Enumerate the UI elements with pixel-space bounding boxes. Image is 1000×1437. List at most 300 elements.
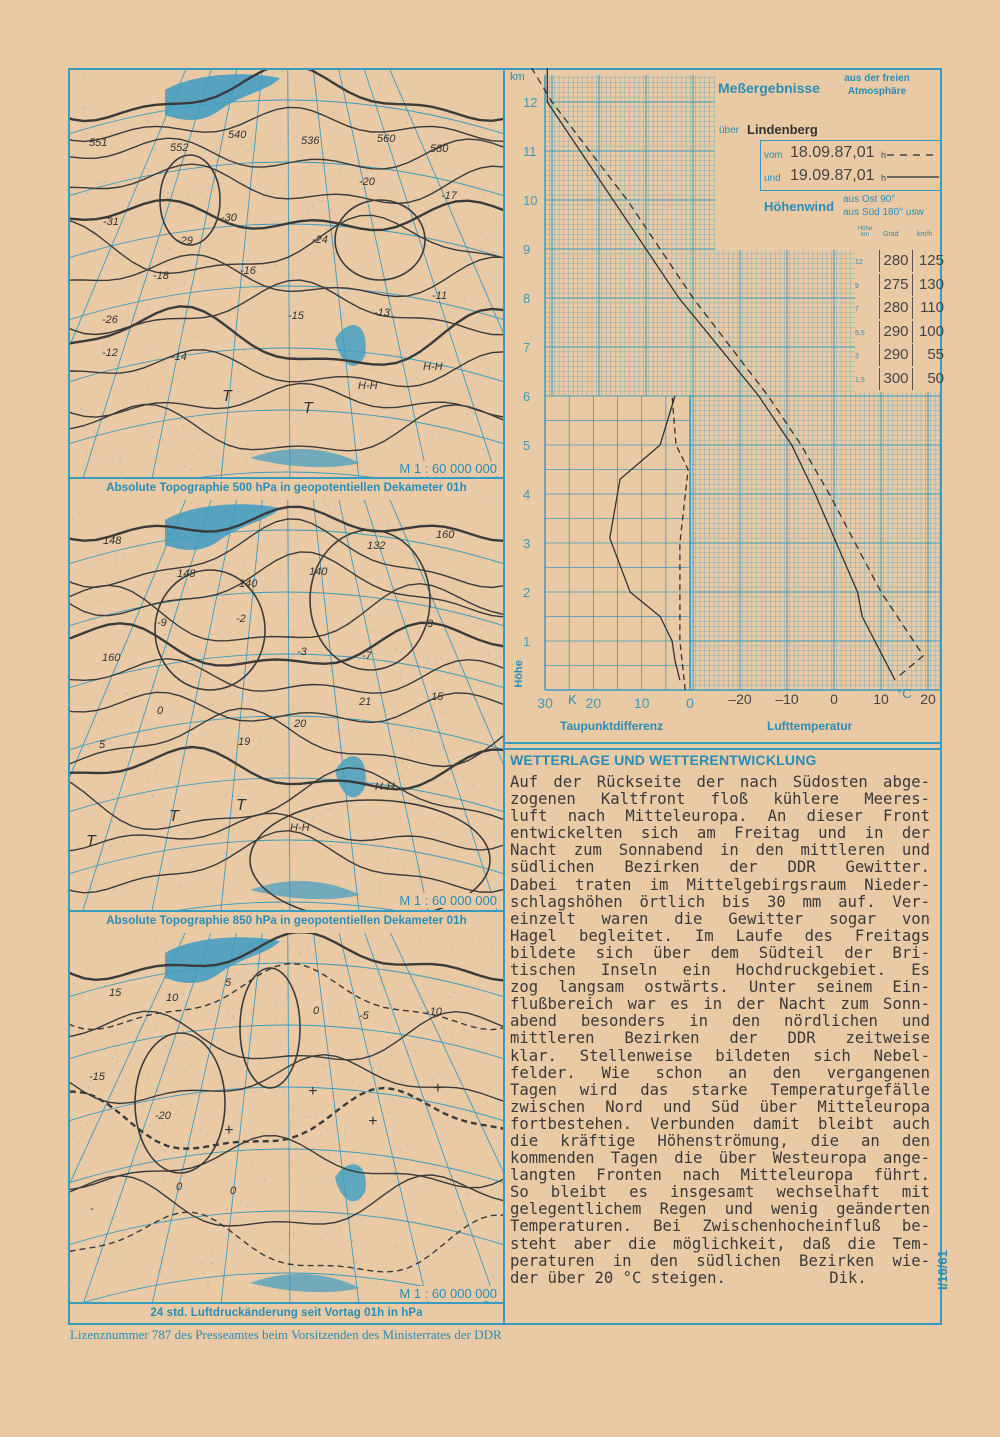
- stipple-dot: [488, 370, 489, 371]
- stipple-dot: [488, 654, 489, 655]
- stipple-dot: [438, 959, 439, 960]
- temp-tick-label: 0: [830, 691, 838, 707]
- stipple-dot: [459, 173, 460, 174]
- stipple-dot: [245, 405, 246, 406]
- stipple-dot: [295, 422, 296, 423]
- stipple-dot: [112, 1058, 113, 1059]
- stipple-dot: [121, 451, 122, 452]
- stipple-dot: [351, 1228, 352, 1229]
- row-height: 1,5: [855, 376, 865, 384]
- stipple-dot: [144, 1285, 145, 1286]
- stipple-dot: [379, 893, 380, 894]
- stipple-dot: [171, 581, 172, 582]
- isoline-label: 3: [427, 618, 434, 630]
- isoline-label: -10: [426, 1006, 442, 1018]
- stipple-dot: [88, 1087, 89, 1088]
- wind-note-1: aus Ost 90°: [843, 194, 896, 205]
- stipple-dot: [92, 717, 93, 718]
- stipple-dot: [367, 520, 368, 521]
- isoline-label: 10: [166, 992, 179, 1004]
- stipple-dot: [128, 173, 129, 174]
- stipple-dot: [184, 177, 185, 178]
- stipple-dot: [122, 1006, 123, 1007]
- stipple-dot: [248, 113, 249, 114]
- stipple-dot: [85, 135, 86, 136]
- stipple-dot: [204, 151, 205, 152]
- stipple-dot: [365, 250, 366, 251]
- stipple-dot: [316, 89, 317, 90]
- stipple-dot: [184, 466, 185, 467]
- stipple-dot: [402, 762, 403, 763]
- stipple-dot: [245, 895, 246, 896]
- parallel-line: [70, 840, 503, 880]
- stipple-dot: [371, 310, 372, 311]
- stipple-dot: [480, 1191, 481, 1192]
- wind-note-2: aus Süd 180° usw: [843, 207, 924, 218]
- stipple-dot: [70, 199, 71, 200]
- dew-tick-label: 0: [686, 695, 694, 711]
- stipple-dot: [250, 453, 251, 454]
- stipple-dot: [244, 563, 245, 564]
- stipple-dot: [404, 867, 405, 868]
- stipple-dot: [406, 1145, 407, 1146]
- stipple-dot: [349, 1299, 350, 1300]
- stipple-dot: [397, 622, 398, 623]
- stipple-dot: [255, 218, 256, 219]
- stipple-dot: [152, 344, 153, 345]
- stipple-dot: [258, 1004, 259, 1005]
- article-line: Temperaturen. Bei Zwischenhocheinfluß be-: [510, 1218, 930, 1236]
- stipple-dot: [454, 1141, 455, 1142]
- stipple-dot: [388, 1003, 389, 1004]
- stipple-dot: [352, 1240, 353, 1241]
- stipple-dot: [115, 727, 116, 728]
- stipple-dot: [312, 206, 313, 207]
- stipple-dot: [249, 151, 250, 152]
- article-line: flußbereich war es in der Nacht zum Sonn-: [510, 996, 930, 1014]
- article-line: südlichen Bezirken der DDR Gewitter.: [510, 859, 930, 877]
- stipple-dot: [85, 107, 86, 108]
- isoline-label: 20: [294, 718, 307, 730]
- article-line: einzelt waren die Gewitter sogar von: [510, 910, 930, 928]
- stipple-dot: [354, 741, 355, 742]
- stipple-dot: [246, 458, 247, 459]
- isoline-label: -3: [297, 646, 307, 658]
- stipple-dot: [157, 242, 158, 243]
- stipple-dot: [216, 151, 217, 152]
- stipple-dot: [81, 994, 82, 995]
- stipple-dot: [149, 1125, 150, 1126]
- isoline-label: -14: [171, 351, 187, 363]
- stipple-dot: [421, 1059, 422, 1060]
- stipple-dot: [181, 886, 182, 887]
- stipple-dot: [472, 785, 473, 786]
- stipple-dot: [87, 231, 88, 232]
- stipple-dot: [78, 846, 79, 847]
- legend-title: Meßergebnisse: [718, 80, 820, 96]
- stipple-dot: [259, 701, 260, 702]
- meridian-line: [220, 500, 263, 910]
- stipple-dot: [150, 1026, 151, 1027]
- stipple-dot: [142, 989, 143, 990]
- stipple-dot: [121, 472, 122, 473]
- stipple-dot: [259, 1063, 260, 1064]
- stipple-dot: [290, 527, 291, 528]
- map-scale: M 1 : 60 000 000: [399, 893, 497, 908]
- stipple-dot: [371, 403, 372, 404]
- legend-subtitle-2: Atmosphäre: [847, 86, 907, 97]
- stipple-dot: [89, 747, 90, 748]
- isoline-label: 148: [103, 535, 122, 547]
- stipple-dot: [237, 883, 238, 884]
- stipple-dot: [282, 768, 283, 769]
- stipple-dot: [393, 188, 394, 189]
- stipple-dot: [321, 200, 322, 201]
- stipple-dot: [163, 1180, 164, 1181]
- stipple-dot: [263, 336, 264, 337]
- stipple-dot: [226, 1208, 227, 1209]
- stipple-dot: [183, 425, 184, 426]
- row-speed: 125: [918, 252, 944, 269]
- stipple-dot: [193, 650, 194, 651]
- stipple-dot: [72, 154, 73, 155]
- stipple-dot: [211, 1262, 212, 1263]
- stipple-dot: [191, 1273, 192, 1274]
- y-tick-label: 10: [523, 193, 538, 208]
- stipple-dot: [357, 1057, 358, 1058]
- stipple-dot: [207, 1281, 208, 1282]
- stipple-dot: [190, 502, 191, 503]
- parallel-line: [70, 100, 503, 140]
- stipple-dot: [175, 1152, 176, 1153]
- stipple-dot: [406, 1269, 407, 1270]
- stipple-dot: [239, 1009, 240, 1010]
- stipple-dot: [153, 262, 154, 263]
- stipple-dot: [180, 419, 181, 420]
- stipple-dot: [200, 1214, 201, 1215]
- wind-header-speed: km/h: [917, 231, 933, 238]
- stipple-dot: [80, 744, 81, 745]
- stipple-dot: [90, 888, 91, 889]
- article-line: fortbestehen. Verbunden damit bleibt auch: [510, 1115, 930, 1133]
- stipple-dot: [71, 700, 72, 701]
- stipple-dot: [469, 275, 470, 276]
- stipple-dot: [74, 719, 75, 720]
- y-tick-label: 12: [523, 95, 538, 110]
- stipple-dot: [183, 382, 184, 383]
- stipple-dot: [324, 1064, 325, 1065]
- isoline-label: +: [308, 1083, 318, 1100]
- stipple-dot: [340, 1009, 341, 1010]
- stipple-dot: [304, 776, 305, 777]
- stipple-dot: [345, 292, 346, 293]
- temp-label: Lufttemperatur: [767, 719, 853, 733]
- stipple-dot: [125, 692, 126, 693]
- stipple-dot: [469, 798, 470, 799]
- meridian-line: [288, 70, 290, 478]
- stipple-dot: [135, 346, 136, 347]
- stipple-dot: [291, 1161, 292, 1162]
- stipple-dot: [418, 801, 419, 802]
- sounding-chart: [505, 68, 942, 740]
- isoline-label: -31: [103, 216, 119, 228]
- stipple-dot: [307, 210, 308, 211]
- stipple-dot: [500, 656, 501, 657]
- stipple-dot: [330, 671, 331, 672]
- meridian-line: [288, 500, 290, 910]
- stipple-dot: [375, 852, 376, 853]
- stipple-dot: [446, 783, 447, 784]
- article-line: peraturen in den südlichen Bezirken wie-: [510, 1252, 930, 1270]
- stipple-dot: [415, 1051, 416, 1052]
- stipple-dot: [179, 884, 180, 885]
- y-unit: km: [510, 71, 525, 83]
- stipple-dot: [109, 734, 110, 735]
- isoline-label: T: [236, 797, 246, 814]
- stipple-dot: [242, 401, 243, 402]
- stipple-dot: [254, 1091, 255, 1092]
- y-tick-label: 3: [523, 536, 531, 551]
- stipple-dot: [400, 675, 401, 676]
- meridian-line: [150, 500, 239, 910]
- stipple-dot: [100, 182, 101, 183]
- stipple-dot: [194, 428, 195, 429]
- stipple-dot: [442, 712, 443, 713]
- stipple-dot: [402, 1088, 403, 1089]
- closed-isoline: [335, 200, 425, 280]
- stipple-dot: [233, 1015, 234, 1016]
- stipple-dot: [369, 103, 370, 104]
- stipple-dot: [265, 230, 266, 231]
- stipple-dot: [70, 860, 71, 861]
- stipple-dot: [398, 355, 399, 356]
- stipple-dot: [141, 549, 142, 550]
- stipple-dot: [425, 645, 426, 646]
- date1-prefix: vom: [764, 150, 783, 161]
- article-line: Auf der Rückseite der nach Südosten abge-: [510, 774, 930, 791]
- legend-divider: [760, 190, 940, 191]
- stipple-dot: [235, 322, 236, 323]
- stipple-dot: [452, 574, 453, 575]
- stipple-dot: [440, 331, 441, 332]
- stipple-dot: [207, 753, 208, 754]
- stipple-dot: [308, 948, 309, 949]
- stipple-dot: [240, 1201, 241, 1202]
- stipple-dot: [493, 294, 494, 295]
- stipple-dot: [412, 730, 413, 731]
- isoline-label: 15: [109, 987, 122, 999]
- stipple-dot: [259, 739, 260, 740]
- stipple-dot: [202, 351, 203, 352]
- stipple-dot: [455, 880, 456, 881]
- stipple-dot: [293, 630, 294, 631]
- stipple-dot: [301, 970, 302, 971]
- stipple-dot: [417, 787, 418, 788]
- stipple-dot: [342, 313, 343, 314]
- stipple-dot: [331, 692, 332, 693]
- mediterranean-sea: [250, 1274, 360, 1292]
- stipple-dot: [276, 264, 277, 265]
- stipple-dot: [178, 206, 179, 207]
- stipple-dot: [154, 1155, 155, 1156]
- stipple-dot: [405, 352, 406, 353]
- stipple-dot: [139, 644, 140, 645]
- stipple-dot: [155, 774, 156, 775]
- isoline: [70, 933, 503, 981]
- stipple-dot: [394, 1175, 395, 1176]
- stipple-dot: [247, 260, 248, 261]
- stipple-dot: [480, 500, 481, 501]
- stipple-dot: [400, 652, 401, 653]
- stipple-dot: [395, 1247, 396, 1248]
- solid-line-key: [887, 174, 939, 180]
- stipple-dot: [485, 1015, 486, 1016]
- parallel-line: [70, 716, 503, 756]
- stipple-dot: [164, 816, 165, 817]
- meridian-line: [312, 70, 360, 478]
- closed-isoline: [135, 1033, 225, 1173]
- stipple-dot: [285, 1219, 286, 1220]
- stipple-dot: [105, 338, 106, 339]
- stipple-dot: [459, 458, 460, 459]
- stipple-dot: [484, 196, 485, 197]
- stipple-dot: [466, 375, 467, 376]
- stipple-dot: [490, 741, 491, 742]
- baltic-sea: [165, 74, 280, 120]
- stipple-dot: [320, 1238, 321, 1239]
- stipple-dot: [246, 443, 247, 444]
- stipple-dot: [237, 251, 238, 252]
- stipple-dot: [434, 612, 435, 613]
- stipple-dot: [439, 845, 440, 846]
- stipple-dot: [164, 1150, 165, 1151]
- article-line: zogenen Kaltfront floß kühlere Meeres-: [510, 791, 930, 809]
- y-tick-label: 4: [523, 487, 531, 502]
- isoline-label: 21: [359, 696, 372, 708]
- isoline-label: -5: [359, 1010, 369, 1022]
- sea-area: [335, 756, 366, 797]
- article-line: So bleibt es insgesamt wechselhaft mit: [510, 1184, 930, 1202]
- isoline-label: -29: [177, 235, 193, 247]
- stipple-dot: [161, 669, 162, 670]
- stipple-dot: [273, 146, 274, 147]
- isoline-label: 148: [177, 568, 196, 580]
- stipple-dot: [73, 690, 74, 691]
- stipple-dot: [166, 786, 167, 787]
- stipple-dot: [257, 175, 258, 176]
- stipple-dot: [481, 624, 482, 625]
- isoline-label: 140: [239, 578, 258, 590]
- stipple-dot: [214, 881, 215, 882]
- stipple-dot: [317, 955, 318, 956]
- stipple-dot: [141, 677, 142, 678]
- parallel-line: [70, 1211, 503, 1251]
- stipple-dot: [127, 317, 128, 318]
- stipple-dot: [243, 350, 244, 351]
- stipple-dot: [96, 183, 97, 184]
- stipple-dot: [322, 211, 323, 212]
- baltic-sea: [165, 504, 280, 550]
- stipple-dot: [141, 209, 142, 210]
- stipple-dot: [112, 1031, 113, 1032]
- stipple-dot: [302, 1062, 303, 1063]
- stipple-dot: [426, 1184, 427, 1185]
- stipple-dot: [166, 1278, 167, 1279]
- article-line: der über 20 °C steigen. Dik.: [510, 1269, 867, 1287]
- isoline-label: -13: [374, 307, 390, 319]
- isoline-label: -9: [157, 617, 167, 629]
- stipple-dot: [369, 615, 370, 616]
- stipple-dot: [124, 1252, 125, 1253]
- stipple-dot: [329, 809, 330, 810]
- article-line: entwickelten sich am Freitag und in der: [510, 825, 930, 843]
- stipple-dot: [467, 413, 468, 414]
- stipple-dot: [147, 170, 148, 171]
- stipple-dot: [175, 456, 176, 457]
- stipple-dot: [291, 599, 292, 600]
- dew-tick-label: 10: [633, 695, 650, 711]
- date1-suffix: h: [881, 150, 887, 160]
- stipple-dot: [183, 1030, 184, 1031]
- stipple-dot: [498, 964, 499, 965]
- stipple-dot: [294, 538, 295, 539]
- stipple-dot: [70, 1234, 71, 1235]
- meridian-line: [288, 933, 290, 1303]
- stipple-dot: [472, 622, 473, 623]
- stipple-dot: [293, 1234, 294, 1235]
- map-850hpa-drawing: [70, 500, 503, 910]
- stipple-dot: [380, 1067, 381, 1068]
- stipple-dot: [264, 1179, 265, 1180]
- stipple-dot: [280, 1042, 281, 1043]
- stipple-dot: [433, 323, 434, 324]
- station-prefix: über: [719, 125, 740, 136]
- row-speed: 130: [918, 275, 944, 293]
- stipple-dot: [358, 500, 359, 501]
- stipple-dot: [490, 941, 491, 942]
- stipple-dot: [281, 419, 282, 420]
- stipple-dot: [77, 1259, 78, 1260]
- stipple-dot: [198, 448, 199, 449]
- stipple-dot: [288, 467, 289, 468]
- stipple-dot: [450, 1001, 451, 1002]
- stipple-dot: [301, 229, 302, 230]
- stipple-dot: [491, 112, 492, 113]
- stipple-dot: [312, 816, 313, 817]
- isoline: [70, 1175, 503, 1226]
- stipple-dot: [70, 1121, 71, 1122]
- stipple-dot: [419, 732, 420, 733]
- stipple-dot: [83, 1040, 84, 1041]
- isoline-label: 132: [367, 540, 386, 552]
- y-tick-label: 11: [523, 144, 537, 159]
- stipple-dot: [294, 677, 295, 678]
- isoline-label: 5: [225, 977, 232, 989]
- stipple-dot: [224, 725, 225, 726]
- stipple-dot: [456, 1211, 457, 1212]
- article-line: Dabei traten im Mittelgebirgsraum Nieder-: [510, 876, 930, 894]
- stipple-dot: [420, 1007, 421, 1008]
- stipple-dot: [263, 266, 264, 267]
- stipple-dot: [469, 614, 470, 615]
- stipple-dot: [137, 708, 138, 709]
- stipple-dot: [444, 1059, 445, 1060]
- row-speed: 110: [920, 299, 944, 316]
- stipple-dot: [238, 660, 239, 661]
- stipple-dot: [162, 1226, 163, 1227]
- stipple-dot: [406, 769, 407, 770]
- stipple-dot: [258, 151, 259, 152]
